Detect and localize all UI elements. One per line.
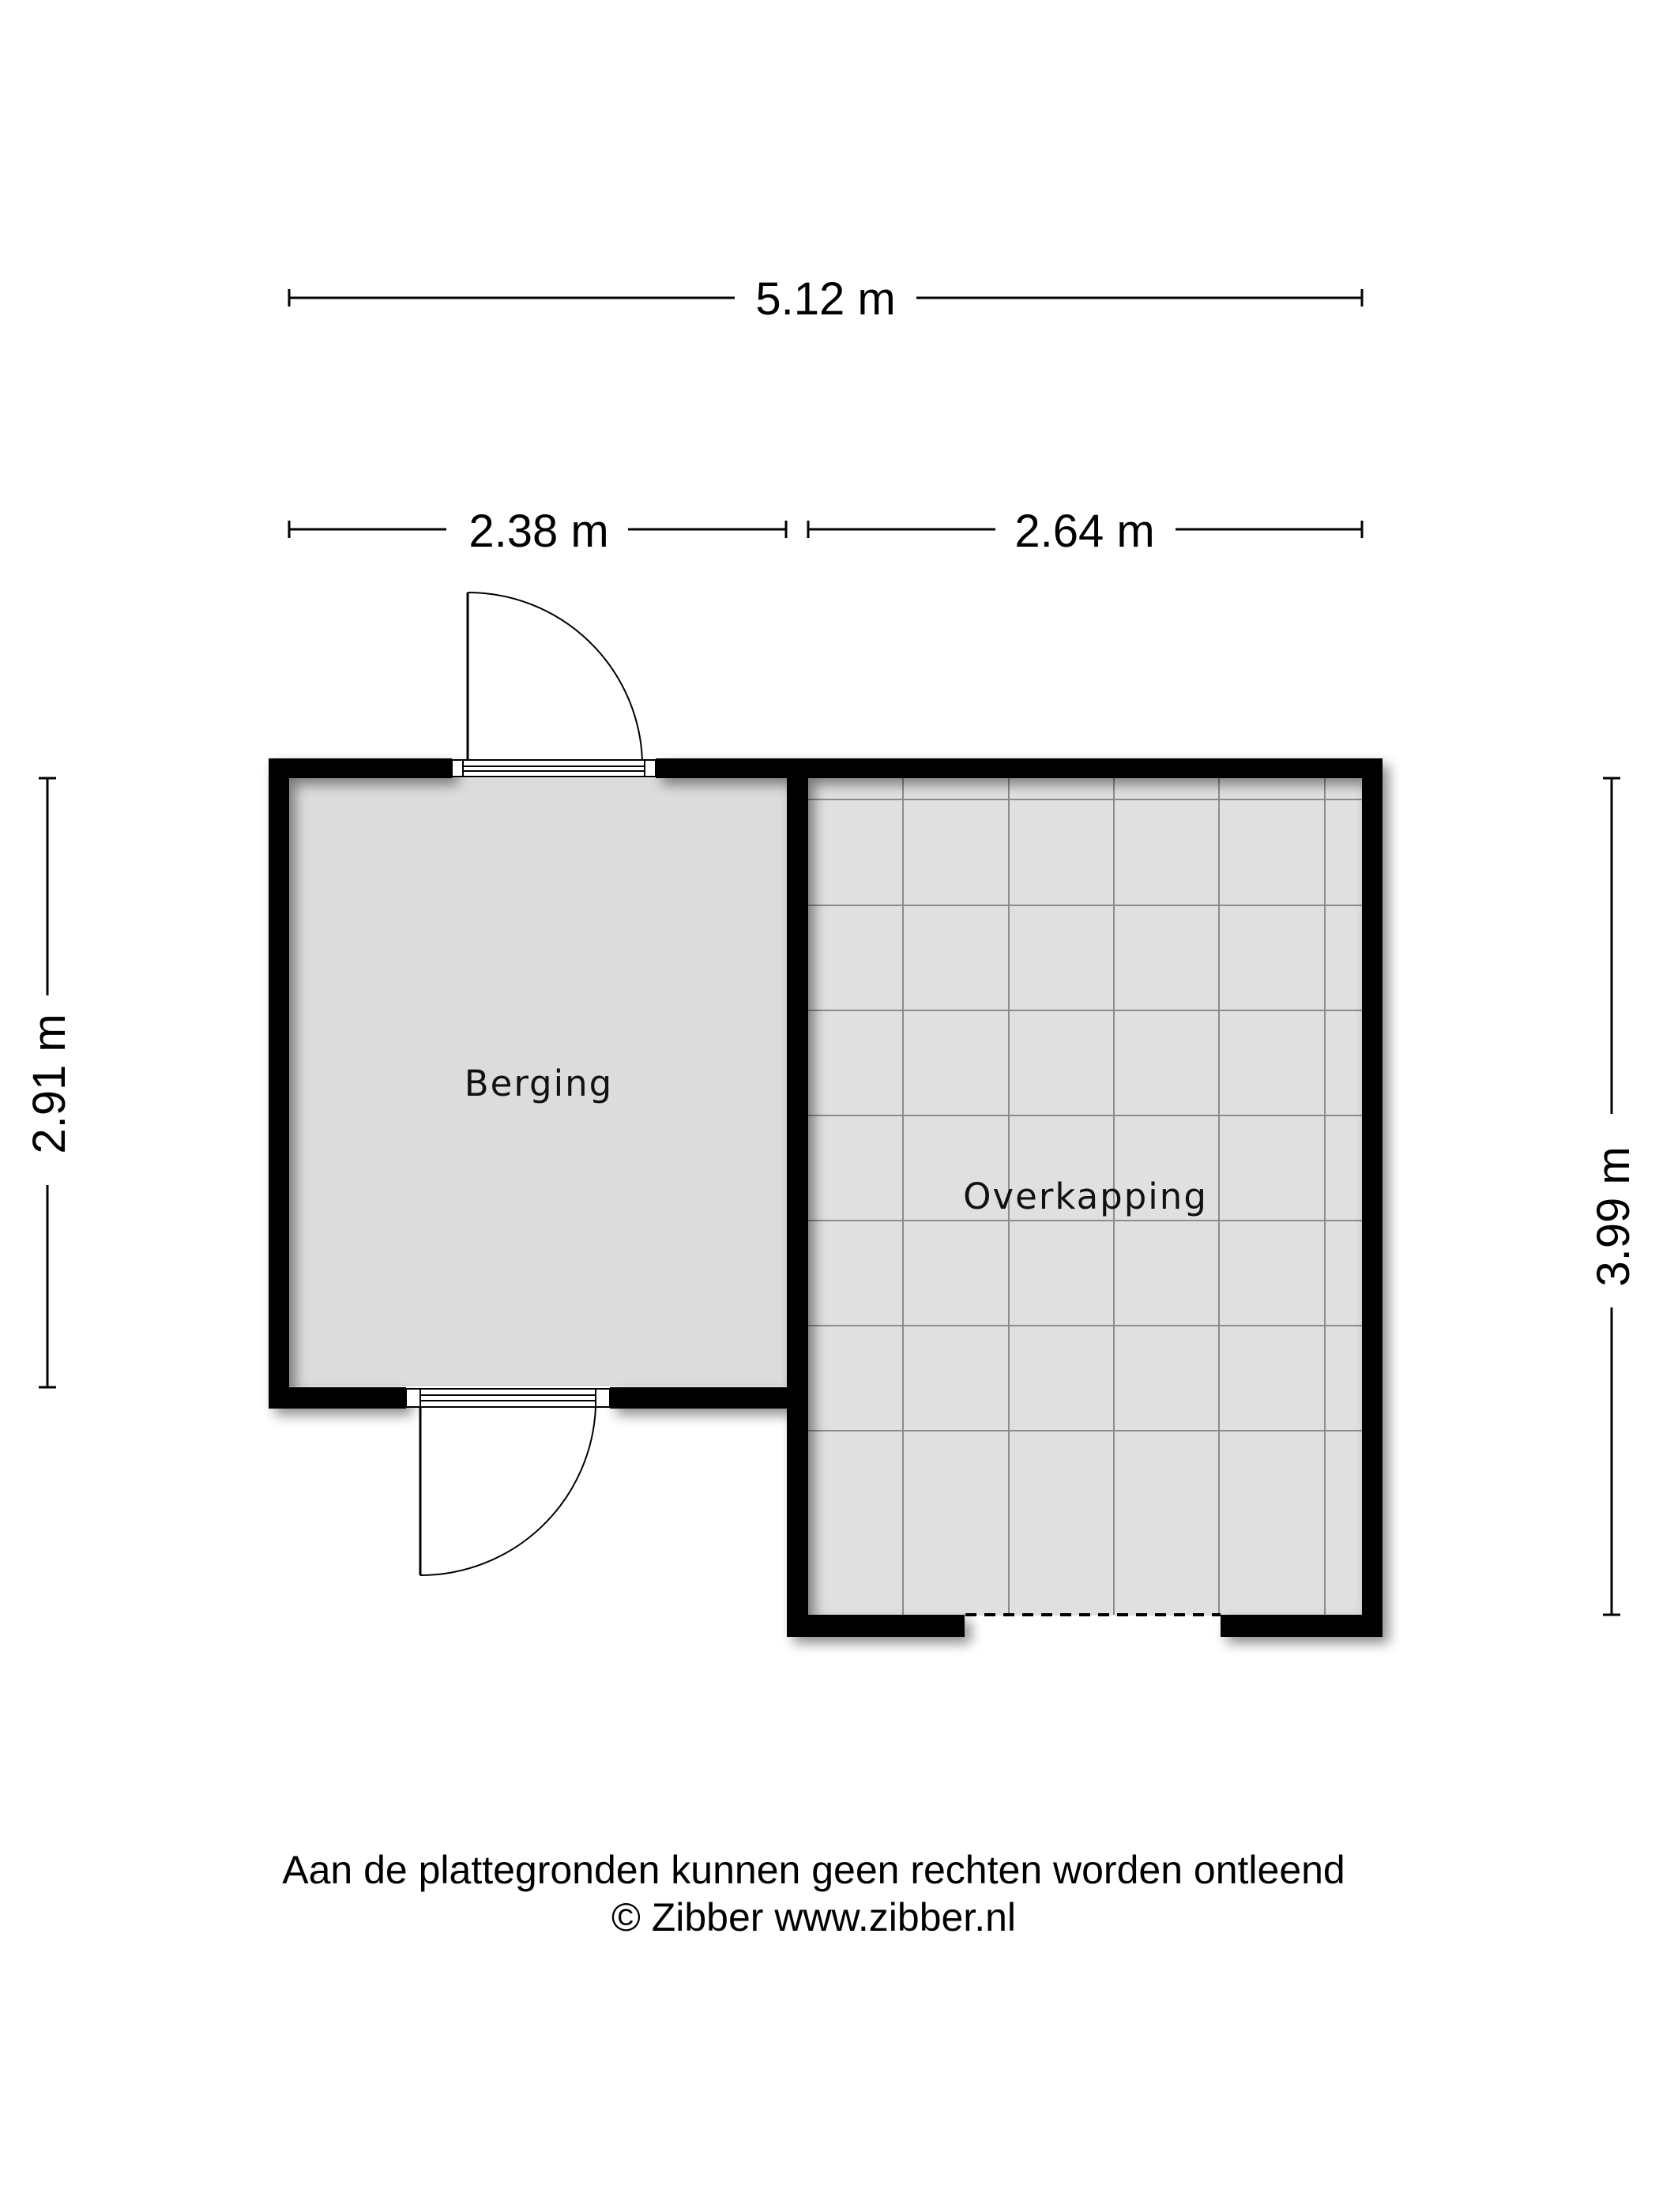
top-door-icon — [452, 592, 656, 777]
total-width-label: 5.12 m — [755, 273, 896, 325]
overkapping-width-label: 2.64 m — [1014, 506, 1155, 557]
berging-depth-label: 2.91 m — [24, 1014, 75, 1154]
room-label-overkapping: Overkapping — [963, 1176, 1208, 1217]
berging-width-label: 2.38 m — [468, 506, 609, 557]
bottom-door-icon — [406, 1389, 610, 1575]
footer-credit: © Zibber www.zibber.nl — [611, 1895, 1017, 1939]
footer-disclaimer: Aan de plattegronden kunnen geen rechten worden ontleend — [282, 1848, 1345, 1892]
overkapping-depth-label: 3.99 m — [1588, 1146, 1639, 1287]
room-label-berging: Berging — [464, 1063, 614, 1104]
